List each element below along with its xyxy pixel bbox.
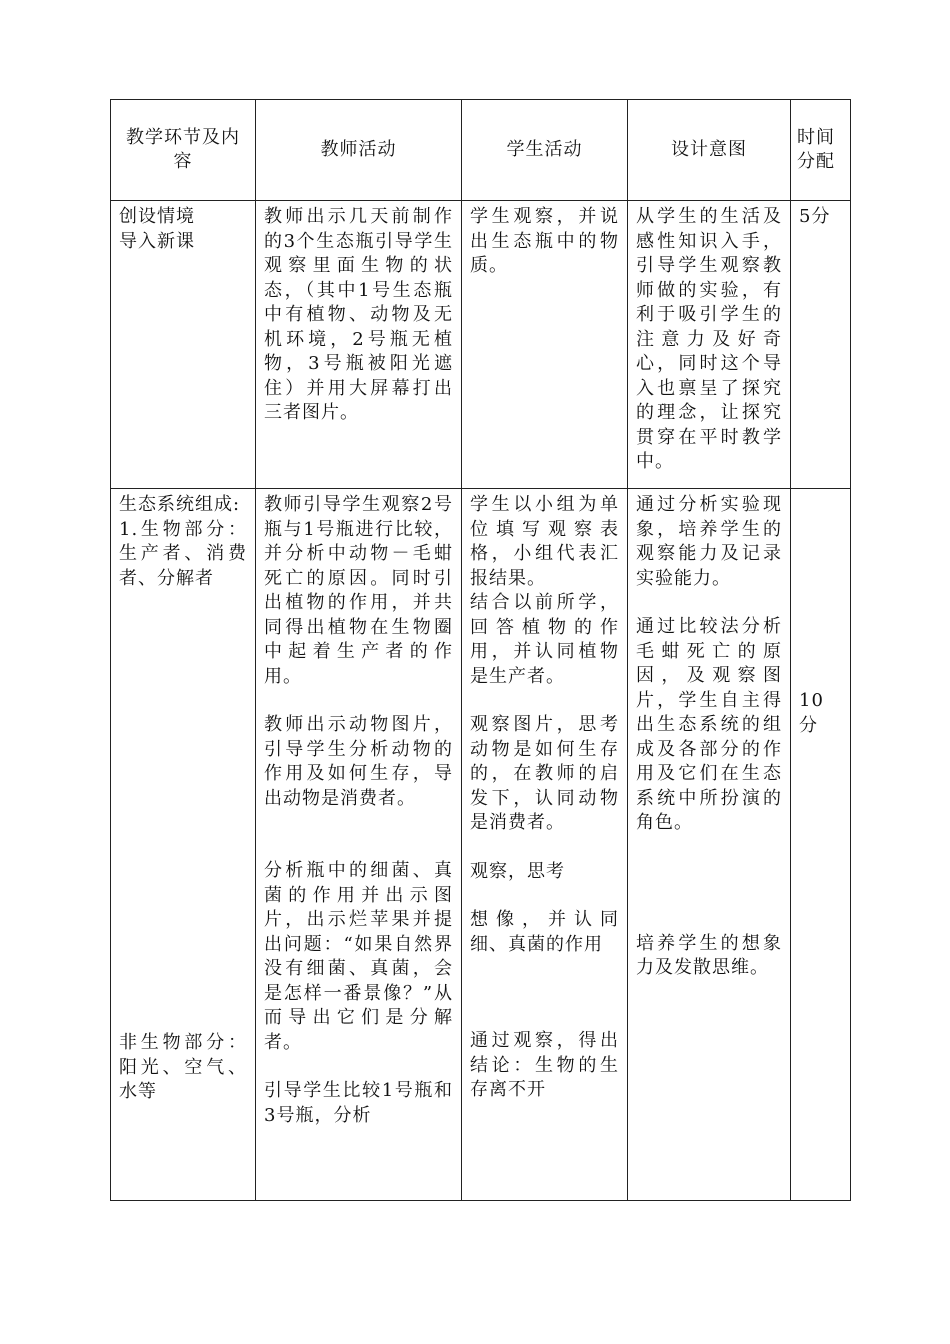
row2-section xyxy=(111,489,256,1201)
row2-teacher-p2: 教师出示动物图片，引导学生分析动物的作用及如何生存，导出动物是消费者。 xyxy=(264,714,453,809)
row2-section-bio: 1.生物部分：生产者、消费者、分解者 xyxy=(119,518,247,589)
row2-student-p4: 观察，思考 xyxy=(470,860,565,882)
row2-student-p5: 想像，并认同细、真菌的作用 xyxy=(470,909,619,955)
row1-intent: 从学生的生活及感性知识入手，引导学生观察教师做的实验，有利于吸引学生的注意力及好奇心，同时这个导入也禀呈了探究的理念，让探究贯穿在平时教学中。 xyxy=(628,201,791,489)
row2-section-title: 生态系统组成: xyxy=(119,494,241,515)
row2-section-nonbio: 非生物部分：阳光、空气、水等 xyxy=(119,1032,247,1102)
row1-section-line2: 导入新课 xyxy=(119,230,195,252)
row2-intent-p2: 通过比较法分析毛蚶死亡的原因，及观察图片，学生自主得出生态系统的组成及各部分的作用及它们在生态系统中所扮演的角色。 xyxy=(636,616,782,833)
header-time: 时间分配 xyxy=(791,100,851,201)
row2-student-p2: 结合以前所学，回答植物的作用，并认同植物是生产者。 xyxy=(470,592,619,687)
row2-teacher-p4: 引导学生比较1号瓶和3号瓶，分析 xyxy=(264,1080,453,1126)
header-teacher: 教师活动 xyxy=(256,100,462,201)
row2-teacher xyxy=(256,489,462,1201)
row2-student xyxy=(462,489,628,1201)
header-row xyxy=(111,100,851,201)
row2-intent-p3: 培养学生的想象力及发散思维。 xyxy=(636,932,782,978)
row2-intent xyxy=(628,489,791,1201)
row1-section-line1: 创设情境 xyxy=(119,206,195,227)
row2-student-p3: 观察图片，思考动物是如何生存的，在教师的启发下，认同动物是消费者。 xyxy=(470,714,619,833)
row2-time-value: 10分 xyxy=(799,690,824,736)
row2-teacher-p1: 教师引导学生观察2号瓶与1号瓶进行比较，并分析中动物－毛蚶死亡的原因。同时引出植物的作用，并共同得出植物在生物圈中起着生产者的作用。 xyxy=(264,494,453,687)
header-intent: 设计意图 xyxy=(628,100,791,201)
lesson-plan-table xyxy=(110,99,851,1201)
row2-intent-p1: 通过分析实验现象，培养学生的观察能力及记录实验能力。 xyxy=(636,494,782,589)
row2-student-p6: 通过观察，得出结论：生物的生存离不开 xyxy=(470,1030,619,1100)
row2-time xyxy=(791,489,851,1201)
row2-teacher-p3: 分析瓶中的细菌、真菌的作用并出示图片，出示烂苹果并提出问题：“如果自然界没有细菌、真菌，会是怎样一番景像？”从而导出它们是分解者。 xyxy=(264,860,453,1053)
header-section: 教学环节及内容 xyxy=(111,100,256,201)
table-row xyxy=(111,201,851,489)
row1-teacher: 教师出示几天前制作的3个生态瓶引导学生观察里面生物的状态，（其中1号生态瓶中有植物、动物及无机环境，2号瓶无植物，3号瓶被阳光遮住）并用大屏幕打出三者图片。 xyxy=(256,201,462,489)
row2-student-p1: 学生以小组为单位填写观察表格，小组代表汇报结果。 xyxy=(470,494,619,589)
row1-time: 5分 xyxy=(791,201,851,489)
row1-student: 学生观察，并说出生态瓶中的物质。 xyxy=(462,201,628,489)
header-student: 学生活动 xyxy=(462,100,628,201)
table-row xyxy=(111,489,851,1201)
row1-section xyxy=(111,201,256,489)
